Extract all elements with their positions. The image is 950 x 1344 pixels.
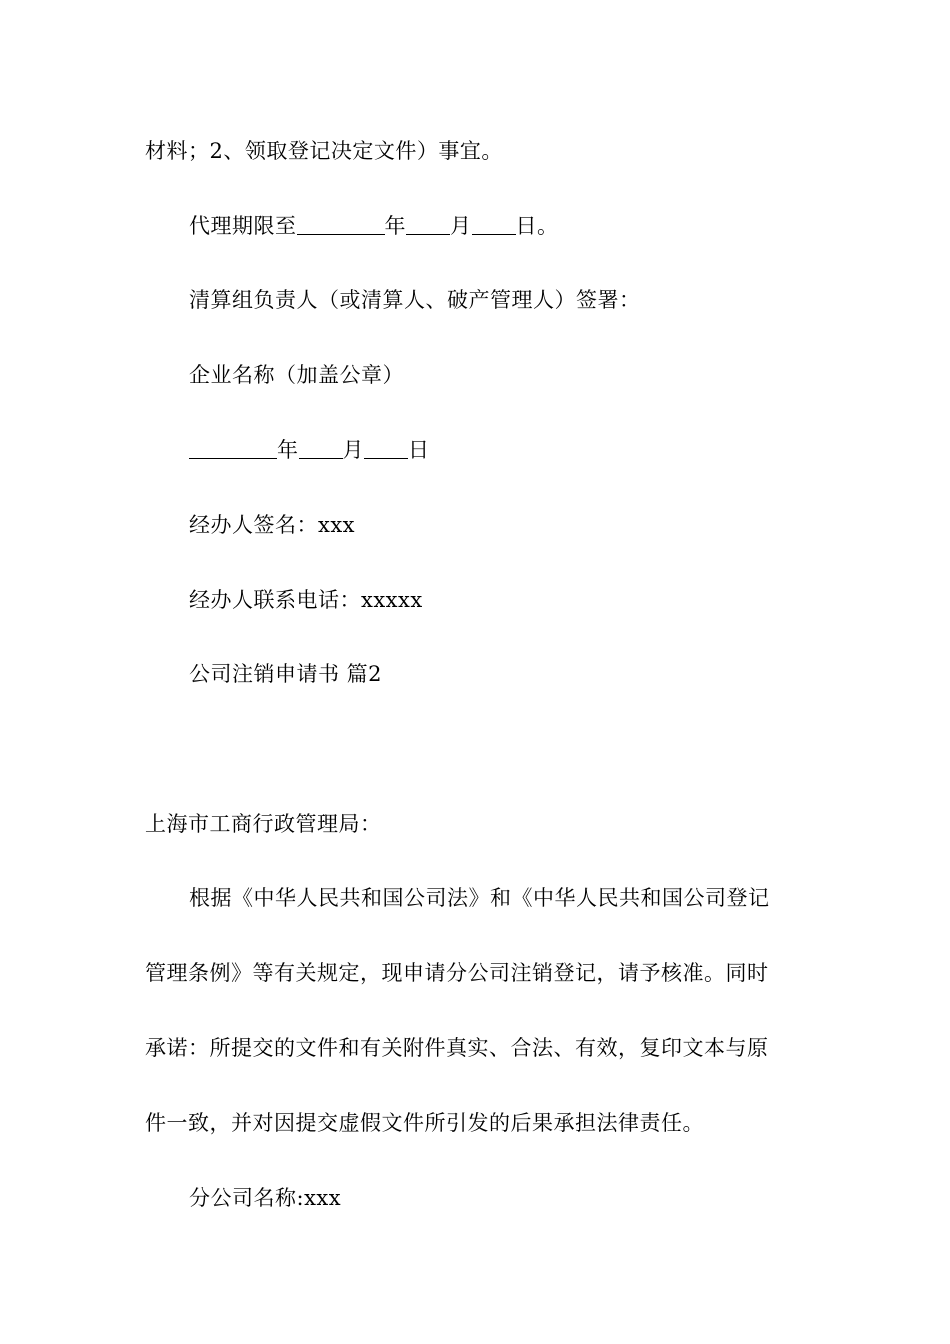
day-blank xyxy=(472,233,516,235)
year-label: 年 xyxy=(384,214,406,238)
handler-sign-line: 经办人签名：xxx xyxy=(189,513,356,537)
enterprise-name-line: 企业名称（加盖公章） xyxy=(189,363,404,387)
handler-phone-line: 经办人联系电话：xxxxx xyxy=(189,588,423,612)
month-label: 月 xyxy=(342,438,364,462)
agency-term-label: 代理期限至 xyxy=(189,214,297,238)
day-blank xyxy=(364,457,408,459)
day-label: 日。 xyxy=(515,214,559,238)
liquidation-sign-line: 清算组负责人（或清算人、破产管理人）签署： xyxy=(189,288,641,312)
branch-name-line: 分公司名称:xxx xyxy=(189,1186,342,1210)
month-label: 月 xyxy=(450,214,472,238)
month-blank xyxy=(299,457,343,459)
body-line: 承诺：所提交的文件和有关附件真实、合法、有效，复印文本与原 xyxy=(145,1036,769,1060)
year-blank xyxy=(297,233,385,235)
day-label: 日 xyxy=(408,438,430,462)
body-line: 件一致，并对因提交虚假文件所引发的后果承担法律责任。 xyxy=(145,1111,704,1135)
month-blank xyxy=(406,233,450,235)
agency-term-line xyxy=(0,211,950,241)
body-line: 管理条例》等有关规定，现申请分公司注销登记，请予核准。同时 xyxy=(145,961,769,985)
year-blank xyxy=(189,457,277,459)
addressee-line: 上海市工商行政管理局： xyxy=(145,812,382,836)
text-line: 材料；2、领取登记决定文件）事宜。 xyxy=(145,139,503,163)
date-line xyxy=(0,435,950,465)
body-line: 根据《中华人民共和国公司法》和《中华人民共和国公司登记 xyxy=(189,886,770,910)
year-label: 年 xyxy=(277,438,299,462)
section-title: 公司注销申请书 篇2 xyxy=(189,662,383,686)
